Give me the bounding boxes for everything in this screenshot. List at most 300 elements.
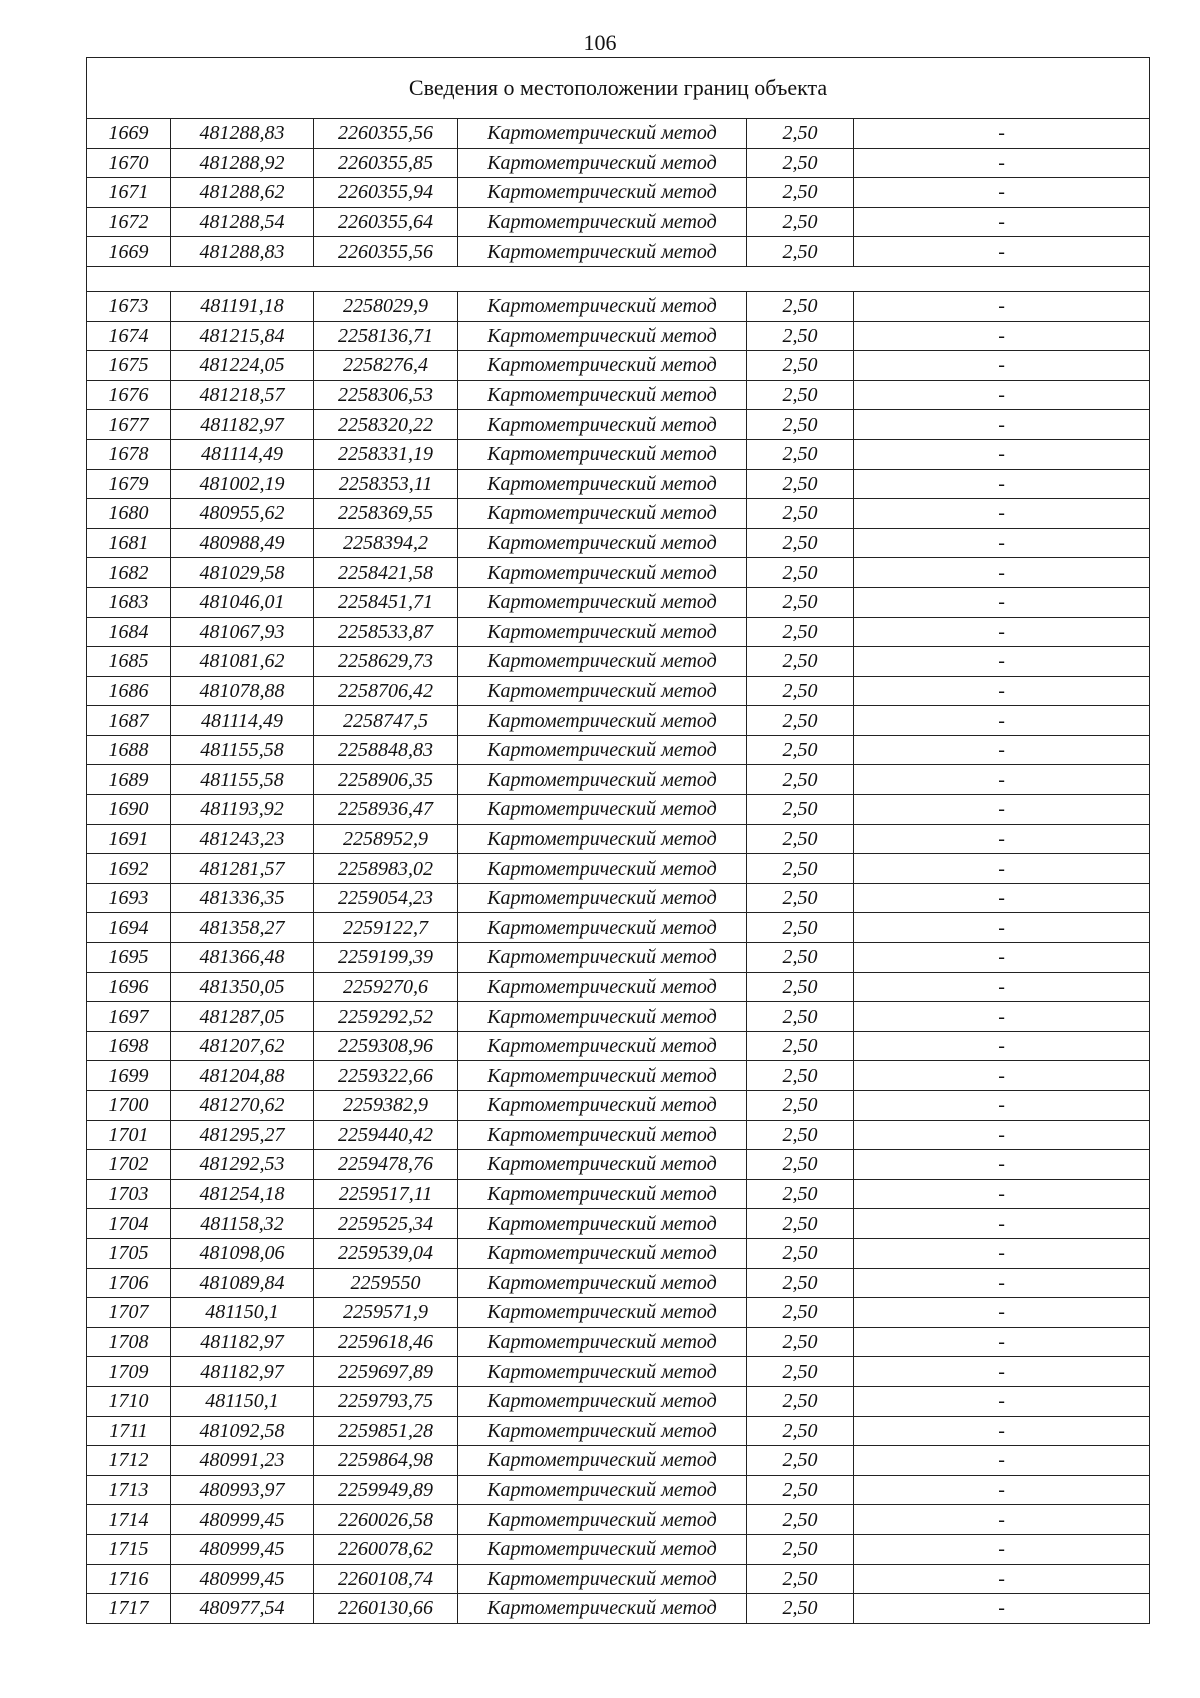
y-coordinate-cell: 2258306,53 <box>314 380 458 410</box>
description-cell: - <box>854 1209 1150 1239</box>
point-number-cell: 1703 <box>87 1179 171 1209</box>
description-cell: - <box>854 439 1150 469</box>
y-coordinate-cell: 2258136,71 <box>314 321 458 351</box>
x-coordinate-cell: 481292,53 <box>171 1150 314 1180</box>
precision-cell: 2,50 <box>747 1386 854 1416</box>
y-coordinate-cell: 2259322,66 <box>314 1061 458 1091</box>
table-row <box>87 1179 1150 1209</box>
y-coordinate-cell: 2259270,6 <box>314 972 458 1002</box>
precision-cell: 2,50 <box>747 735 854 765</box>
y-coordinate-cell: 2258906,35 <box>314 765 458 795</box>
description-cell: - <box>854 1238 1150 1268</box>
x-coordinate-cell: 481191,18 <box>171 291 314 321</box>
method-cell: Картометрический метод <box>458 351 747 381</box>
x-coordinate-cell: 480999,45 <box>171 1505 314 1535</box>
precision-cell: 2,50 <box>747 1150 854 1180</box>
table-row <box>87 972 1150 1002</box>
method-cell: Картометрический метод <box>458 1268 747 1298</box>
description-cell: - <box>854 1534 1150 1564</box>
point-number-cell: 1711 <box>87 1416 171 1446</box>
point-number-cell: 1687 <box>87 706 171 736</box>
y-coordinate-cell: 2260355,94 <box>314 178 458 208</box>
point-number-cell: 1683 <box>87 587 171 617</box>
method-cell: Картометрический метод <box>458 469 747 499</box>
precision-cell: 2,50 <box>747 972 854 1002</box>
method-cell: Картометрический метод <box>458 1120 747 1150</box>
table-row <box>87 469 1150 499</box>
x-coordinate-cell: 481078,88 <box>171 676 314 706</box>
method-cell: Картометрический метод <box>458 913 747 943</box>
description-cell: - <box>854 676 1150 706</box>
method-cell: Картометрический метод <box>458 1091 747 1121</box>
x-coordinate-cell: 480988,49 <box>171 528 314 558</box>
y-coordinate-cell: 2258421,58 <box>314 558 458 588</box>
page-number: 106 <box>583 30 617 55</box>
description-cell: - <box>854 1475 1150 1505</box>
description-cell: - <box>854 735 1150 765</box>
y-coordinate-cell: 2259054,23 <box>314 883 458 913</box>
precision-cell: 2,50 <box>747 1475 854 1505</box>
y-coordinate-cell: 2259525,34 <box>314 1209 458 1239</box>
method-cell: Картометрический метод <box>458 824 747 854</box>
precision-cell: 2,50 <box>747 410 854 440</box>
table-row <box>87 1268 1150 1298</box>
table-row <box>87 1564 1150 1594</box>
y-coordinate-cell: 2258936,47 <box>314 795 458 825</box>
y-coordinate-cell: 2259122,7 <box>314 913 458 943</box>
description-cell: - <box>854 351 1150 381</box>
point-number-cell: 1714 <box>87 1505 171 1535</box>
x-coordinate-cell: 481287,05 <box>171 1002 314 1032</box>
precision-cell: 2,50 <box>747 1564 854 1594</box>
table-row <box>87 237 1150 267</box>
x-coordinate-cell: 481002,19 <box>171 469 314 499</box>
y-coordinate-cell: 2259618,46 <box>314 1327 458 1357</box>
point-number-cell: 1700 <box>87 1091 171 1121</box>
precision-cell: 2,50 <box>747 1505 854 1535</box>
y-coordinate-cell: 2259440,42 <box>314 1120 458 1150</box>
table-row <box>87 1327 1150 1357</box>
precision-cell: 2,50 <box>747 237 854 267</box>
point-number-cell: 1672 <box>87 207 171 237</box>
precision-cell: 2,50 <box>747 676 854 706</box>
y-coordinate-cell: 2258848,83 <box>314 735 458 765</box>
method-cell: Картометрический метод <box>458 1179 747 1209</box>
table-row <box>87 1091 1150 1121</box>
y-coordinate-cell: 2260355,64 <box>314 207 458 237</box>
x-coordinate-cell: 481288,92 <box>171 148 314 178</box>
x-coordinate-cell: 481150,1 <box>171 1386 314 1416</box>
table-row <box>87 706 1150 736</box>
method-cell: Картометрический метод <box>458 1594 747 1624</box>
x-coordinate-cell: 481288,62 <box>171 178 314 208</box>
method-cell: Картометрический метод <box>458 291 747 321</box>
table-row <box>87 1594 1150 1624</box>
method-cell: Картометрический метод <box>458 765 747 795</box>
point-number-cell: 1702 <box>87 1150 171 1180</box>
description-cell: - <box>854 913 1150 943</box>
precision-cell: 2,50 <box>747 795 854 825</box>
table-row <box>87 351 1150 381</box>
description-cell: - <box>854 1505 1150 1535</box>
point-number-cell: 1690 <box>87 795 171 825</box>
precision-cell: 2,50 <box>747 1179 854 1209</box>
method-cell: Картометрический метод <box>458 617 747 647</box>
table-row <box>87 1061 1150 1091</box>
table-row <box>87 1209 1150 1239</box>
y-coordinate-cell: 2258276,4 <box>314 351 458 381</box>
x-coordinate-cell: 481046,01 <box>171 587 314 617</box>
precision-cell: 2,50 <box>747 1594 854 1624</box>
table-row <box>87 1298 1150 1328</box>
method-cell: Картометрический метод <box>458 207 747 237</box>
table-row <box>87 291 1150 321</box>
precision-cell: 2,50 <box>747 1357 854 1387</box>
y-coordinate-cell: 2259949,89 <box>314 1475 458 1505</box>
table-row <box>87 1475 1150 1505</box>
x-coordinate-cell: 481243,23 <box>171 824 314 854</box>
x-coordinate-cell: 481193,92 <box>171 795 314 825</box>
point-number-cell: 1691 <box>87 824 171 854</box>
x-coordinate-cell: 481092,58 <box>171 1416 314 1446</box>
point-number-cell: 1709 <box>87 1357 171 1387</box>
point-number-cell: 1681 <box>87 528 171 558</box>
x-coordinate-cell: 480991,23 <box>171 1446 314 1476</box>
method-cell: Картометрический метод <box>458 1416 747 1446</box>
table-row <box>87 1031 1150 1061</box>
description-cell: - <box>854 1298 1150 1328</box>
y-coordinate-cell: 2258533,87 <box>314 617 458 647</box>
method-cell: Картометрический метод <box>458 1327 747 1357</box>
table-row <box>87 178 1150 208</box>
description-cell: - <box>854 706 1150 736</box>
precision-cell: 2,50 <box>747 854 854 884</box>
description-cell: - <box>854 528 1150 558</box>
x-coordinate-cell: 481150,1 <box>171 1298 314 1328</box>
precision-cell: 2,50 <box>747 1298 854 1328</box>
description-cell: - <box>854 207 1150 237</box>
table-row <box>87 1446 1150 1476</box>
precision-cell: 2,50 <box>747 1446 854 1476</box>
point-number-cell: 1682 <box>87 558 171 588</box>
description-cell: - <box>854 1179 1150 1209</box>
y-coordinate-cell: 2259550 <box>314 1268 458 1298</box>
x-coordinate-cell: 480999,45 <box>171 1564 314 1594</box>
x-coordinate-cell: 481114,49 <box>171 439 314 469</box>
y-coordinate-cell: 2260078,62 <box>314 1534 458 1564</box>
table-title: Сведения о местоположении границ объекта <box>87 58 1150 119</box>
table-row <box>87 617 1150 647</box>
table-row <box>87 1505 1150 1535</box>
x-coordinate-cell: 481281,57 <box>171 854 314 884</box>
table-row <box>87 824 1150 854</box>
x-coordinate-cell: 481204,88 <box>171 1061 314 1091</box>
x-coordinate-cell: 481358,27 <box>171 913 314 943</box>
description-cell: - <box>854 943 1150 973</box>
table-title-row <box>87 58 1150 119</box>
point-number-cell: 1707 <box>87 1298 171 1328</box>
precision-cell: 2,50 <box>747 1416 854 1446</box>
method-cell: Картометрический метод <box>458 1564 747 1594</box>
y-coordinate-cell: 2258029,9 <box>314 291 458 321</box>
y-coordinate-cell: 2258983,02 <box>314 854 458 884</box>
point-number-cell: 1697 <box>87 1002 171 1032</box>
description-cell: - <box>854 1327 1150 1357</box>
point-number-cell: 1669 <box>87 119 171 149</box>
x-coordinate-cell: 481215,84 <box>171 321 314 351</box>
point-number-cell: 1695 <box>87 943 171 973</box>
point-number-cell: 1696 <box>87 972 171 1002</box>
point-number-cell: 1669 <box>87 237 171 267</box>
table-row <box>87 676 1150 706</box>
method-cell: Картометрический метод <box>458 735 747 765</box>
y-coordinate-cell: 2258369,55 <box>314 499 458 529</box>
point-number-cell: 1673 <box>87 291 171 321</box>
y-coordinate-cell: 2258629,73 <box>314 647 458 677</box>
table-row <box>87 1357 1150 1387</box>
x-coordinate-cell: 481218,57 <box>171 380 314 410</box>
precision-cell: 2,50 <box>747 439 854 469</box>
x-coordinate-cell: 480977,54 <box>171 1594 314 1624</box>
method-cell: Картометрический метод <box>458 528 747 558</box>
table-row <box>87 1002 1150 1032</box>
precision-cell: 2,50 <box>747 528 854 558</box>
table-row <box>87 1416 1150 1446</box>
x-coordinate-cell: 481155,58 <box>171 735 314 765</box>
table-row <box>87 587 1150 617</box>
description-cell: - <box>854 1150 1150 1180</box>
x-coordinate-cell: 481336,35 <box>171 883 314 913</box>
method-cell: Картометрический метод <box>458 439 747 469</box>
description-cell: - <box>854 795 1150 825</box>
precision-cell: 2,50 <box>747 1209 854 1239</box>
x-coordinate-cell: 481182,97 <box>171 1327 314 1357</box>
method-cell: Картометрический метод <box>458 1357 747 1387</box>
table-row <box>87 1238 1150 1268</box>
table-row <box>87 528 1150 558</box>
method-cell: Картометрический метод <box>458 410 747 440</box>
description-cell: - <box>854 972 1150 1002</box>
precision-cell: 2,50 <box>747 499 854 529</box>
precision-cell: 2,50 <box>747 647 854 677</box>
y-coordinate-cell: 2259864,98 <box>314 1446 458 1476</box>
description-cell: - <box>854 1446 1150 1476</box>
description-cell: - <box>854 647 1150 677</box>
precision-cell: 2,50 <box>747 558 854 588</box>
y-coordinate-cell: 2260355,56 <box>314 237 458 267</box>
point-number-cell: 1675 <box>87 351 171 381</box>
table-row <box>87 913 1150 943</box>
table-row <box>87 854 1150 884</box>
group-separator-row <box>87 266 1150 291</box>
table-row <box>87 883 1150 913</box>
point-number-cell: 1671 <box>87 178 171 208</box>
point-number-cell: 1701 <box>87 1120 171 1150</box>
method-cell: Картометрический метод <box>458 1209 747 1239</box>
description-cell: - <box>854 380 1150 410</box>
y-coordinate-cell: 2259793,75 <box>314 1386 458 1416</box>
point-number-cell: 1676 <box>87 380 171 410</box>
method-cell: Картометрический метод <box>458 1298 747 1328</box>
x-coordinate-cell: 481098,06 <box>171 1238 314 1268</box>
method-cell: Картометрический метод <box>458 237 747 267</box>
description-cell: - <box>854 1031 1150 1061</box>
table-row <box>87 321 1150 351</box>
precision-cell: 2,50 <box>747 1327 854 1357</box>
point-number-cell: 1685 <box>87 647 171 677</box>
point-number-cell: 1693 <box>87 883 171 913</box>
precision-cell: 2,50 <box>747 943 854 973</box>
x-coordinate-cell: 481067,93 <box>171 617 314 647</box>
precision-cell: 2,50 <box>747 1002 854 1032</box>
precision-cell: 2,50 <box>747 824 854 854</box>
table-row <box>87 1386 1150 1416</box>
description-cell: - <box>854 587 1150 617</box>
point-number-cell: 1698 <box>87 1031 171 1061</box>
description-cell: - <box>854 1061 1150 1091</box>
description-cell: - <box>854 321 1150 351</box>
description-cell: - <box>854 765 1150 795</box>
description-cell: - <box>854 237 1150 267</box>
precision-cell: 2,50 <box>747 207 854 237</box>
description-cell: - <box>854 119 1150 149</box>
method-cell: Картометрический метод <box>458 795 747 825</box>
boundary-coordinates-table <box>86 57 1150 1624</box>
precision-cell: 2,50 <box>747 148 854 178</box>
point-number-cell: 1674 <box>87 321 171 351</box>
x-coordinate-cell: 481182,97 <box>171 1357 314 1387</box>
table-row <box>87 499 1150 529</box>
precision-cell: 2,50 <box>747 1031 854 1061</box>
description-cell: - <box>854 824 1150 854</box>
point-number-cell: 1680 <box>87 499 171 529</box>
y-coordinate-cell: 2259199,39 <box>314 943 458 973</box>
description-cell: - <box>854 499 1150 529</box>
x-coordinate-cell: 481207,62 <box>171 1031 314 1061</box>
y-coordinate-cell: 2259382,9 <box>314 1091 458 1121</box>
x-coordinate-cell: 481288,83 <box>171 237 314 267</box>
description-cell: - <box>854 1120 1150 1150</box>
point-number-cell: 1694 <box>87 913 171 943</box>
y-coordinate-cell: 2259308,96 <box>314 1031 458 1061</box>
x-coordinate-cell: 481350,05 <box>171 972 314 1002</box>
method-cell: Картометрический метод <box>458 1002 747 1032</box>
x-coordinate-cell: 480955,62 <box>171 499 314 529</box>
description-cell: - <box>854 1386 1150 1416</box>
method-cell: Картометрический метод <box>458 1150 747 1180</box>
table-row <box>87 207 1150 237</box>
point-number-cell: 1679 <box>87 469 171 499</box>
method-cell: Картометрический метод <box>458 178 747 208</box>
x-coordinate-cell: 481182,97 <box>171 410 314 440</box>
x-coordinate-cell: 481366,48 <box>171 943 314 973</box>
y-coordinate-cell: 2260130,66 <box>314 1594 458 1624</box>
point-number-cell: 1713 <box>87 1475 171 1505</box>
point-number-cell: 1712 <box>87 1446 171 1476</box>
x-coordinate-cell: 481254,18 <box>171 1179 314 1209</box>
description-cell: - <box>854 1002 1150 1032</box>
method-cell: Картометрический метод <box>458 972 747 1002</box>
description-cell: - <box>854 558 1150 588</box>
precision-cell: 2,50 <box>747 351 854 381</box>
y-coordinate-cell: 2260355,56 <box>314 119 458 149</box>
point-number-cell: 1699 <box>87 1061 171 1091</box>
precision-cell: 2,50 <box>747 617 854 647</box>
precision-cell: 2,50 <box>747 119 854 149</box>
table-row <box>87 795 1150 825</box>
x-coordinate-cell: 481270,62 <box>171 1091 314 1121</box>
y-coordinate-cell: 2259517,11 <box>314 1179 458 1209</box>
table-row <box>87 380 1150 410</box>
y-coordinate-cell: 2260108,74 <box>314 1564 458 1594</box>
precision-cell: 2,50 <box>747 1238 854 1268</box>
description-cell: - <box>854 178 1150 208</box>
precision-cell: 2,50 <box>747 883 854 913</box>
precision-cell: 2,50 <box>747 587 854 617</box>
y-coordinate-cell: 2258331,19 <box>314 439 458 469</box>
group-separator-cell <box>87 266 1150 291</box>
description-cell: - <box>854 1268 1150 1298</box>
x-coordinate-cell: 481288,83 <box>171 119 314 149</box>
precision-cell: 2,50 <box>747 380 854 410</box>
method-cell: Картометрический метод <box>458 119 747 149</box>
method-cell: Картометрический метод <box>458 706 747 736</box>
y-coordinate-cell: 2259292,52 <box>314 1002 458 1032</box>
description-cell: - <box>854 1564 1150 1594</box>
precision-cell: 2,50 <box>747 178 854 208</box>
precision-cell: 2,50 <box>747 1061 854 1091</box>
precision-cell: 2,50 <box>747 321 854 351</box>
x-coordinate-cell: 481288,54 <box>171 207 314 237</box>
description-cell: - <box>854 883 1150 913</box>
method-cell: Картометрический метод <box>458 943 747 973</box>
point-number-cell: 1677 <box>87 410 171 440</box>
method-cell: Картометрический метод <box>458 587 747 617</box>
y-coordinate-cell: 2260026,58 <box>314 1505 458 1535</box>
method-cell: Картометрический метод <box>458 1505 747 1535</box>
point-number-cell: 1706 <box>87 1268 171 1298</box>
method-cell: Картометрический метод <box>458 1061 747 1091</box>
precision-cell: 2,50 <box>747 1534 854 1564</box>
y-coordinate-cell: 2260355,85 <box>314 148 458 178</box>
method-cell: Картометрический метод <box>458 1031 747 1061</box>
description-cell: - <box>854 291 1150 321</box>
x-coordinate-cell: 481081,62 <box>171 647 314 677</box>
precision-cell: 2,50 <box>747 469 854 499</box>
table-row <box>87 943 1150 973</box>
point-number-cell: 1704 <box>87 1209 171 1239</box>
precision-cell: 2,50 <box>747 765 854 795</box>
table-row <box>87 765 1150 795</box>
point-number-cell: 1715 <box>87 1534 171 1564</box>
point-number-cell: 1684 <box>87 617 171 647</box>
method-cell: Картометрический метод <box>458 883 747 913</box>
method-cell: Картометрический метод <box>458 1386 747 1416</box>
table-row <box>87 148 1150 178</box>
x-coordinate-cell: 480993,97 <box>171 1475 314 1505</box>
point-number-cell: 1670 <box>87 148 171 178</box>
description-cell: - <box>854 410 1150 440</box>
x-coordinate-cell: 481089,84 <box>171 1268 314 1298</box>
description-cell: - <box>854 617 1150 647</box>
table-row <box>87 647 1150 677</box>
y-coordinate-cell: 2258353,11 <box>314 469 458 499</box>
point-number-cell: 1678 <box>87 439 171 469</box>
y-coordinate-cell: 2258451,71 <box>314 587 458 617</box>
point-number-cell: 1717 <box>87 1594 171 1624</box>
method-cell: Картометрический метод <box>458 321 747 351</box>
description-cell: - <box>854 148 1150 178</box>
